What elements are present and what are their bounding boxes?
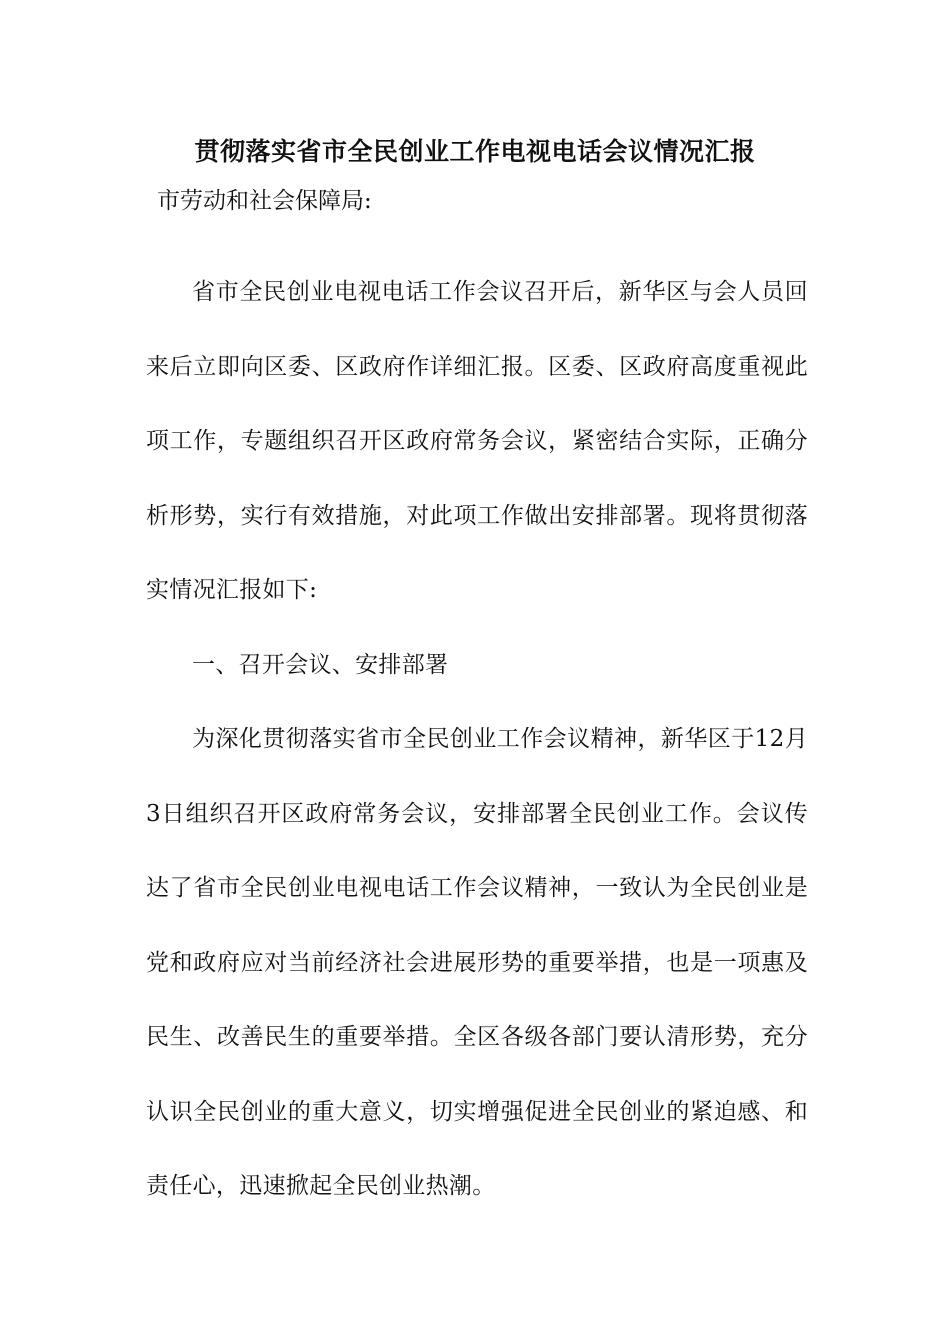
paragraph-intro: 省市全民创业电视电话工作会议召开后，新华区与会人员回来后立即向区委、区政府作详细汇报。区委、区政府高度重视此项工作，专题组织召开区政府常务会议，紧密结合实际，正确分析形势，实行有效措施，对此项工作做出安排部署。现将贯彻落实情况汇报如下:: [146, 279, 808, 603]
section-heading-1: 一、召开会议、安排部署: [192, 651, 449, 678]
document-body: [146, 255, 808, 1224]
document-title: 贯彻落实省市全民创业工作电视电话会议情况汇报: [194, 137, 756, 166]
paragraph-section-1: 为深化贯彻落实省市全民创业工作会议精神，新华区于12月3日组织召开区政府常务会议，安排部署全民创业工作。会议传达了省市全民创业电视电话工作会议精神，一致认为全民创业是党和政府应对当前经济社会进展形势的重要举措，也是一项惠及民生、改善民生的重要举措。全区各级各部门要认清形势，充分认识全民创业的重大意义，切实增强促进全民创业的紧迫感、和责任心，迅速掀起全民创业热潮。: [146, 726, 808, 1199]
salutation: 市劳动和社会保障局:: [157, 188, 372, 214]
